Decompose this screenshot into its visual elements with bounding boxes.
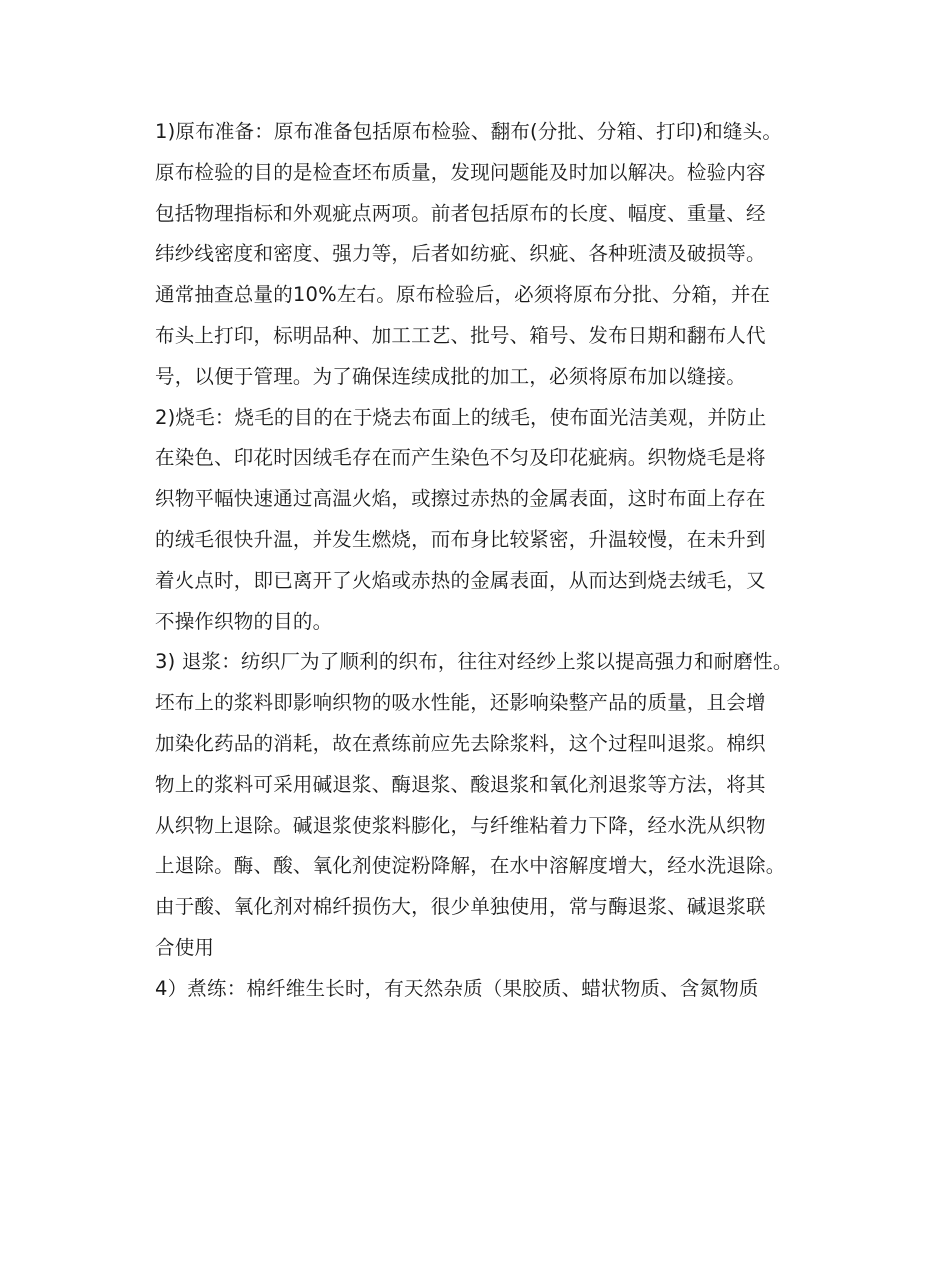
text-line: 布头上打印，标明品种、加工工艺、批号、箱号、发布日期和翻布人代 — [155, 323, 766, 347]
text-line: 2)烧毛：烧毛的目的在于烧去布面上的绒毛，使布面光洁美观，并防止 — [155, 405, 767, 429]
text-line: 的绒毛很快升温，并发生燃烧，而布身比较紧密，升温较慢，在未升到 — [155, 527, 766, 551]
text-line: 织物平幅快速通过高温火焰，或擦过赤热的金属表面，这时布面上存在 — [155, 487, 766, 511]
text-line: 不操作织物的目的。 — [155, 609, 333, 633]
text-line: 4）煮练：棉纤维生长时，有天然杂质（果胶质、蜡状物质、含氮物质 — [155, 976, 759, 1000]
text-line: 通常抽查总量的10%左右。原布检验后，必须将原布分批、分箱，并在 — [155, 283, 771, 307]
text-line: 从织物上退除。碱退浆使浆料膨化，与纤维粘着力下降，经水洗从织物 — [155, 813, 766, 837]
text-line: 物上的浆料可采用碱退浆、酶退浆、酸退浆和氧化剂退浆等方法，将其 — [155, 772, 766, 796]
text-line: 纬纱线密度和密度、强力等，后者如纺疵、织疵、各种班渍及破损等。 — [155, 242, 766, 266]
text-line: 着火点时，即已离开了火焰或赤热的金属表面，从而达到烧去绒毛，又 — [155, 568, 766, 592]
text-line: 坯布上的浆料即影响织物的吸水性能，还影响染整产品的质量，且会增 — [155, 691, 766, 715]
text-line: 在染色、印花时因绒毛存在而产生染色不匀及印花疵病。织物烧毛是将 — [155, 446, 766, 470]
text-line: 1)原布准备：原布准备包括原布检验、翻布(分批、分箱、打印)和缝头。 — [155, 120, 783, 143]
text-line: 包括物理指标和外观疵点两项。前者包括原布的长度、幅度、重量、经 — [155, 201, 766, 225]
text-line: 由于酸、氧化剂对棉纤损伤大，很少单独使用，常与酶退浆、碱退浆联 — [155, 895, 766, 919]
text-line: 3) 退浆：纺织厂为了顺利的织布，往往对经纱上浆以提高强力和耐磨性。 — [155, 650, 793, 674]
text-line: 号，以便于管理。为了确保连续成批的加工，必须将原布加以缝接。 — [155, 364, 747, 388]
text-line: 合使用 — [155, 935, 215, 959]
text-line: 上退除。酶、酸、氧化剂使淀粉降解，在水中溶解度增大，经水洗退除。 — [155, 854, 786, 878]
document-body — [155, 112, 835, 1010]
text-line: 加染化药品的消耗，故在煮练前应先去除浆料，这个过程叫退浆。棉织 — [155, 731, 766, 755]
text-line: 原布检验的目的是检查坯布质量，发现问题能及时加以解决。检验内容 — [155, 160, 766, 184]
